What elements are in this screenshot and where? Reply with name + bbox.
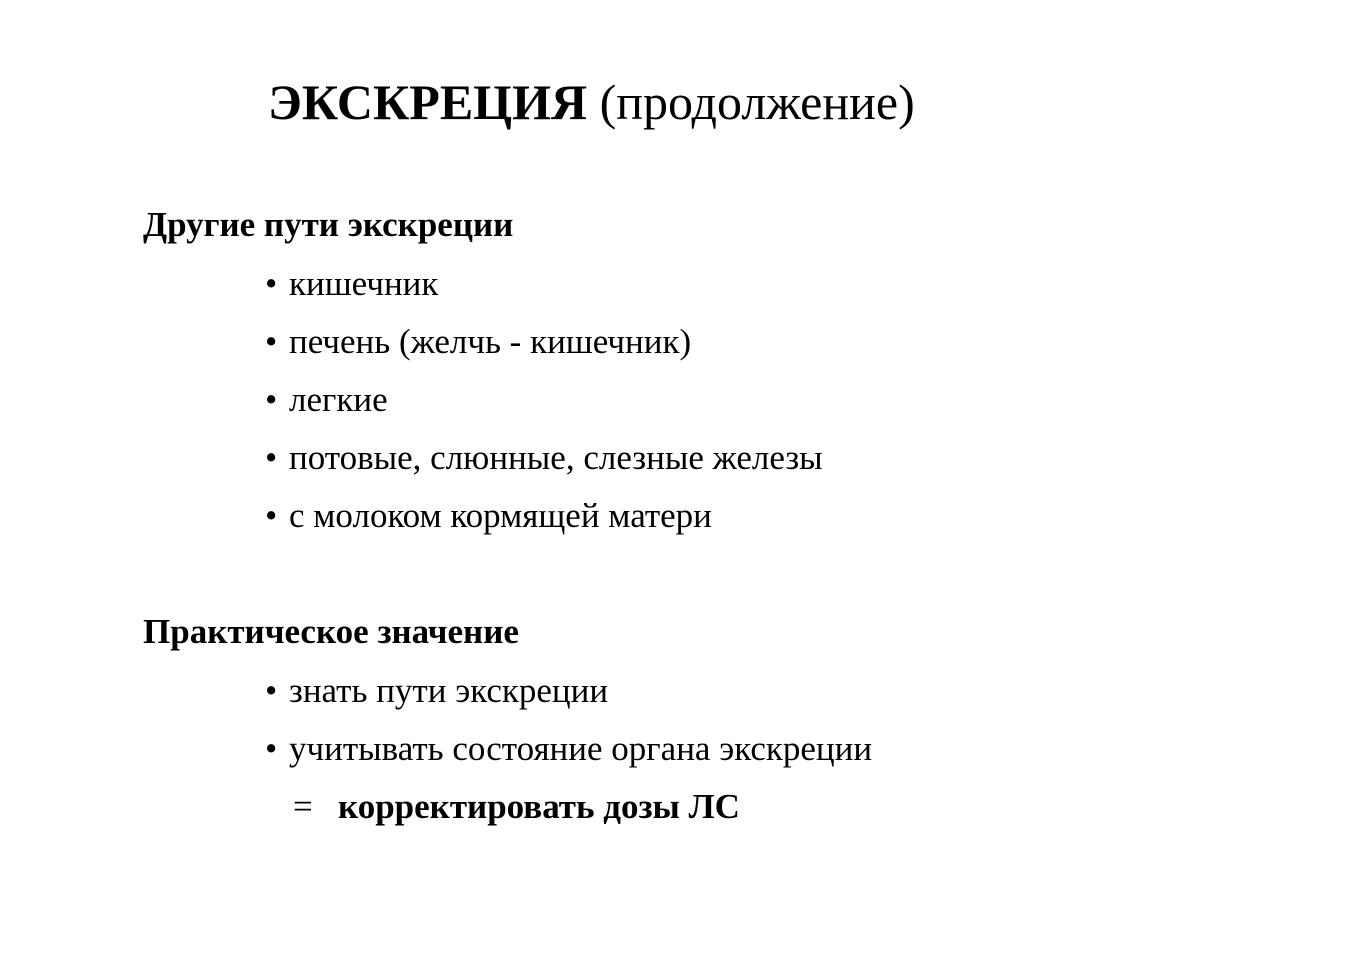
list-item-text: учитывать состояние органа экскреции bbox=[289, 729, 873, 768]
slide-title bbox=[268, 70, 915, 134]
bullet-icon: • bbox=[265, 496, 278, 535]
list-item bbox=[265, 494, 712, 538]
conclusion-line bbox=[293, 785, 740, 829]
list-item-text: легкие bbox=[289, 380, 388, 419]
bullet-icon: • bbox=[265, 322, 278, 361]
list-item bbox=[265, 320, 691, 364]
bullet-icon: • bbox=[265, 729, 278, 768]
list-item-text: знать пути экскреции bbox=[289, 671, 609, 710]
section-heading-other-routes: Другие пути экскреции bbox=[143, 205, 514, 244]
title-subtitle: (продолжение) bbox=[599, 74, 915, 130]
bullet-icon: • bbox=[265, 438, 278, 477]
conclusion-text: корректировать дозы ЛС bbox=[338, 787, 740, 826]
list-item bbox=[265, 378, 388, 422]
list-item-text: кишечник bbox=[289, 264, 439, 303]
list-item bbox=[265, 727, 872, 771]
list-item bbox=[265, 262, 438, 306]
bullet-icon: • bbox=[265, 264, 278, 303]
list-item-text: печень (желчь - кишечник) bbox=[289, 322, 692, 361]
section-heading-practical: Практическое значение bbox=[143, 612, 519, 651]
equals-symbol: = bbox=[293, 787, 313, 826]
list-item bbox=[265, 669, 608, 713]
bullet-icon: • bbox=[265, 380, 278, 419]
title-main: ЭКСКРЕЦИЯ bbox=[268, 74, 588, 130]
list-item bbox=[265, 436, 823, 480]
list-item-text: потовые, слюнные, слезные железы bbox=[289, 438, 823, 477]
list-item-text: с молоком кормящей матери bbox=[289, 496, 712, 535]
bullet-icon: • bbox=[265, 671, 278, 710]
